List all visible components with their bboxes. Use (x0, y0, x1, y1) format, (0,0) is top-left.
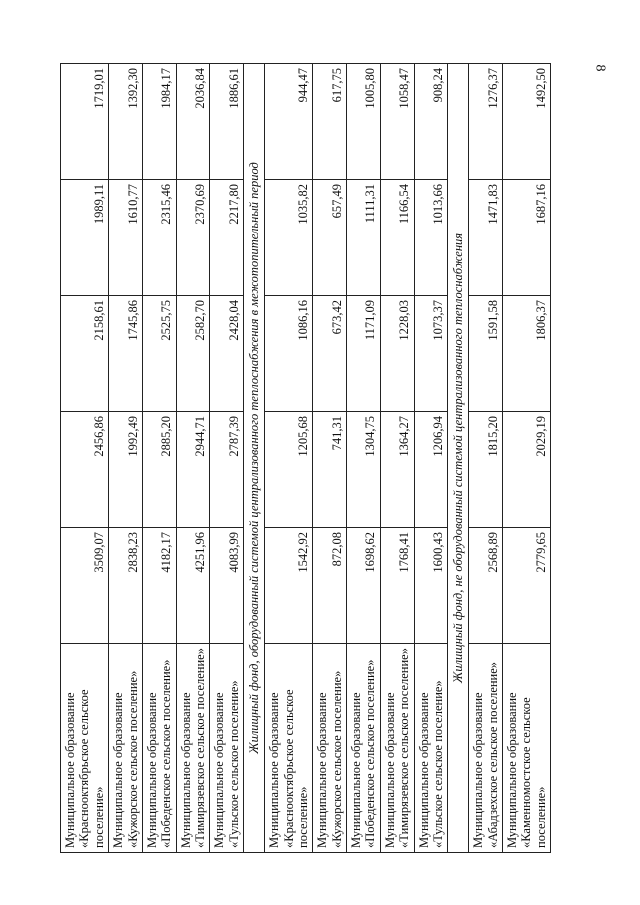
value-cell: 2525,75 (142, 296, 176, 412)
value-cell: 2036,84 (176, 64, 210, 180)
value-cell: 1768,41 (380, 528, 414, 644)
rotated-table-container (60, 63, 615, 853)
value-cell: 1086,16 (265, 296, 313, 412)
value-cell: 2568,89 (469, 528, 503, 644)
value-cell: 1989,11 (61, 180, 109, 296)
value-cell: 1886,61 (210, 64, 244, 180)
value-cell: 1600,43 (414, 528, 448, 644)
value-cell: 1035,82 (265, 180, 313, 296)
table-row (176, 64, 210, 853)
value-cell: 657,49 (313, 180, 347, 296)
section-row (244, 64, 265, 853)
value-cell: 1205,68 (265, 412, 313, 528)
municipality-name: Муниципальное образование «Тульское сельское поселение» (414, 644, 448, 853)
municipality-name: Муниципальное образование «Абадзехское сельское поселение» (469, 644, 503, 853)
value-cell: 1471,83 (469, 180, 503, 296)
consumption-table (60, 63, 551, 853)
value-cell: 1392,30 (109, 64, 143, 180)
municipality-name: Муниципальное образование «Тульское сельское поселение» (210, 644, 244, 853)
table-row (61, 64, 109, 853)
value-cell: 2838,23 (109, 528, 143, 644)
value-cell: 1992,49 (109, 412, 143, 528)
table-row (313, 64, 347, 853)
value-cell: 1166,54 (380, 180, 414, 296)
table-row (414, 64, 448, 853)
table-row (265, 64, 313, 853)
value-cell: 1815,20 (469, 412, 503, 528)
municipality-name: Муниципальное образование «Каменномостское сельское поселение» (503, 644, 551, 853)
value-cell: 3509,07 (61, 528, 109, 644)
group-a (61, 64, 244, 853)
group-c-rows (469, 64, 551, 853)
value-cell: 1687,16 (503, 180, 551, 296)
value-cell: 2456,86 (61, 412, 109, 528)
table-row (380, 64, 414, 853)
municipality-name: Муниципальное образование «Кужорское сельское поселение» (313, 644, 347, 853)
value-cell: 4251,96 (176, 528, 210, 644)
value-cell: 2944,71 (176, 412, 210, 528)
value-cell: 1276,37 (469, 64, 503, 180)
municipality-name: Муниципальное образование «Краснооктябрьское сельское поселение» (265, 644, 313, 853)
table-row (109, 64, 143, 853)
value-cell: 2428,04 (210, 296, 244, 412)
table-row (142, 64, 176, 853)
value-cell: 1228,03 (380, 296, 414, 412)
municipality-name: Муниципальное образование «Краснооктябрьское сельское поселение» (61, 644, 109, 853)
table-row (503, 64, 551, 853)
group-b-rows (265, 64, 448, 853)
value-cell: 1698,62 (347, 528, 381, 644)
value-cell: 1171,09 (347, 296, 381, 412)
value-cell: 1719,01 (61, 64, 109, 180)
value-cell: 2370,69 (176, 180, 210, 296)
group-c (448, 64, 469, 853)
municipality-name: Муниципальное образование «Кужорское сельское поселение» (109, 644, 143, 853)
section-row (448, 64, 469, 853)
value-cell: 1745,86 (109, 296, 143, 412)
value-cell: 1304,75 (347, 412, 381, 528)
value-cell: 1591,58 (469, 296, 503, 412)
value-cell: 2582,70 (176, 296, 210, 412)
value-cell: 1806,37 (503, 296, 551, 412)
value-cell: 741,31 (313, 412, 347, 528)
value-cell: 908,24 (414, 64, 448, 180)
group-b (244, 64, 265, 853)
value-cell: 1206,94 (414, 412, 448, 528)
value-cell: 2779,65 (503, 528, 551, 644)
value-cell: 2217,80 (210, 180, 244, 296)
page-number: 8 (592, 64, 608, 72)
section-heading-b: Жилищный фонд, оборудованный системой централизованного теплоснабжения в межотопительный период (244, 64, 265, 853)
value-cell: 1058,47 (380, 64, 414, 180)
value-cell: 4083,99 (210, 528, 244, 644)
municipality-name: Муниципальное образование «Тимирязевское сельское поселение» (176, 644, 210, 853)
value-cell: 2315,46 (142, 180, 176, 296)
value-cell: 673,42 (313, 296, 347, 412)
value-cell: 1013,66 (414, 180, 448, 296)
value-cell: 1492,50 (503, 64, 551, 180)
value-cell: 1005,80 (347, 64, 381, 180)
value-cell: 2787,39 (210, 412, 244, 528)
municipality-name: Муниципальное образование «Победенское сельское поселение» (142, 644, 176, 853)
value-cell: 2029,19 (503, 412, 551, 528)
value-cell: 617,75 (313, 64, 347, 180)
section-heading-c: Жилищный фонд, не оборудованный системой централизованного теплоснабжения (448, 64, 469, 853)
value-cell: 2158,61 (61, 296, 109, 412)
value-cell: 1984,17 (142, 64, 176, 180)
value-cell: 872,08 (313, 528, 347, 644)
value-cell: 1542,92 (265, 528, 313, 644)
value-cell: 1111,31 (347, 180, 381, 296)
table-row (347, 64, 381, 853)
municipality-name: Муниципальное образование «Тимирязевское сельское поселение» (380, 644, 414, 853)
value-cell: 1610,77 (109, 180, 143, 296)
value-cell: 944,47 (265, 64, 313, 180)
value-cell: 2885,20 (142, 412, 176, 528)
table-row (469, 64, 503, 853)
municipality-name: Муниципальное образование «Победенское сельское поселение» (347, 644, 381, 853)
table-row (210, 64, 244, 853)
value-cell: 1073,37 (414, 296, 448, 412)
value-cell: 4182,17 (142, 528, 176, 644)
value-cell: 1364,27 (380, 412, 414, 528)
